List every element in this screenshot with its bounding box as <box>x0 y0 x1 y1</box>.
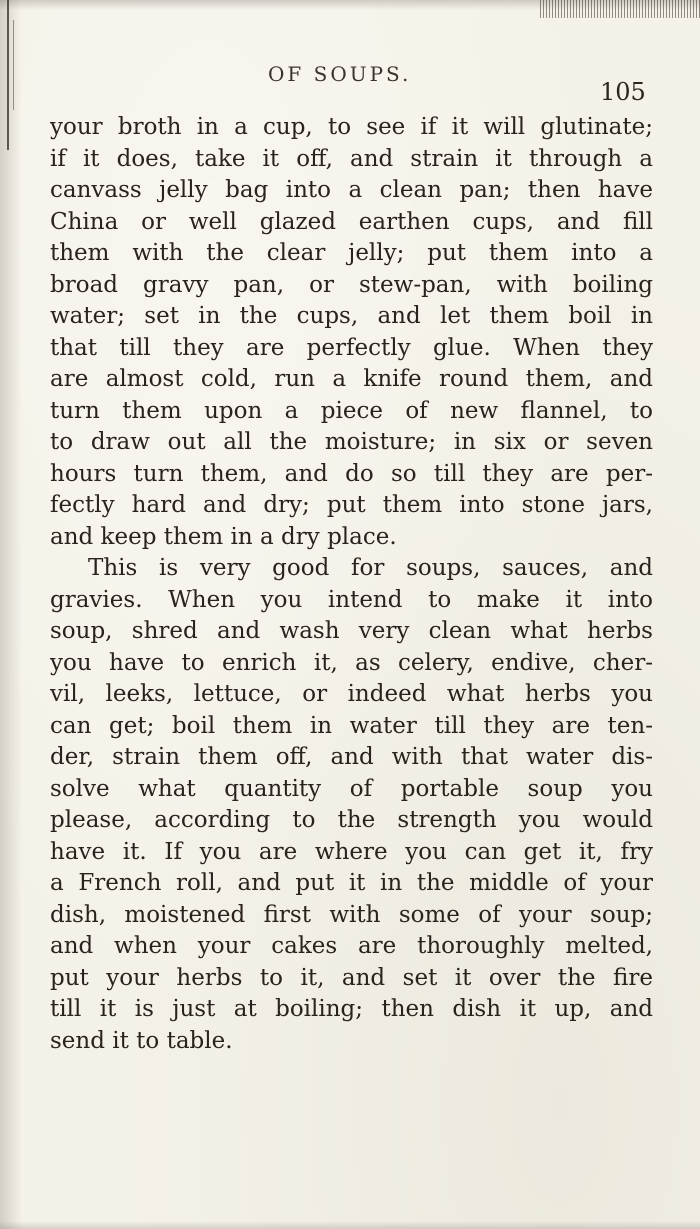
running-head: OF SOUPS. <box>268 62 412 86</box>
text-line: China or well glazed earthen cups, and fill <box>50 208 653 235</box>
text-line: gravies. When you intend to make it into <box>50 586 653 613</box>
text-line: you have to enrich it, as celery, endive, cher- <box>50 649 653 676</box>
text-line: der, strain them off, and with that water dis- <box>50 744 653 770</box>
text-line: have it. If you are where you can get it, fry <box>50 838 653 865</box>
text-line: This is very good for soups, sauces, and <box>88 555 653 581</box>
text-line: are almost cold, run a knife round them, and <box>50 366 653 392</box>
text-line: them with the clear jelly; put them into a <box>50 240 653 266</box>
page-binding-shadow <box>0 0 22 1229</box>
text-line: send it to table. <box>50 1027 233 1054</box>
text-line: solve what quantity of portable soup you <box>50 775 653 802</box>
page-corner-binding <box>540 0 700 18</box>
paragraph-2 <box>50 553 653 1057</box>
text-line: a French roll, and put it in the middle of your <box>50 870 653 896</box>
text-line: turn them upon a piece of new flannel, to <box>50 397 653 424</box>
text-line: hours turn them, and do so till they are per- <box>50 460 653 487</box>
text-line: canvass jelly bag into a clean pan; then have <box>50 177 653 203</box>
text-line: till it is just at boiling; then dish it up, and <box>50 996 653 1022</box>
text-line: can get; boil them in water till they are ten- <box>50 712 653 739</box>
text-line: fectly hard and dry; put them into stone jars, <box>50 492 653 518</box>
text-line: broad gravy pan, or stew-pan, with boiling <box>50 271 653 298</box>
paragraph-1 <box>50 112 653 553</box>
body-text <box>50 112 653 1057</box>
text-line: and when your cakes are thoroughly melted, <box>50 933 653 959</box>
text-line: that till they are perfectly glue. When they <box>50 334 653 361</box>
text-line: to draw out all the moisture; in six or seven <box>50 429 653 455</box>
text-line: water; set in the cups, and let them boil in <box>50 303 653 329</box>
text-line: put your herbs to it, and set it over the fire <box>50 964 653 991</box>
page-bottom-edge <box>0 1221 700 1229</box>
text-line: vil, leeks, lettuce, or indeed what herbs you <box>50 681 653 707</box>
text-line: and keep them in a dry place. <box>50 523 397 550</box>
text-line: dish, moistened first with some of your soup; <box>50 901 653 928</box>
text-line: your broth in a cup, to see if it will glutinate; <box>50 114 653 140</box>
page-number: 105 <box>600 78 646 106</box>
page-header <box>0 58 700 106</box>
text-line: please, according to the strength you would <box>50 807 653 833</box>
text-line: soup, shred and wash very clean what herbs <box>50 618 653 644</box>
text-line: if it does, take it off, and strain it through a <box>50 145 653 172</box>
